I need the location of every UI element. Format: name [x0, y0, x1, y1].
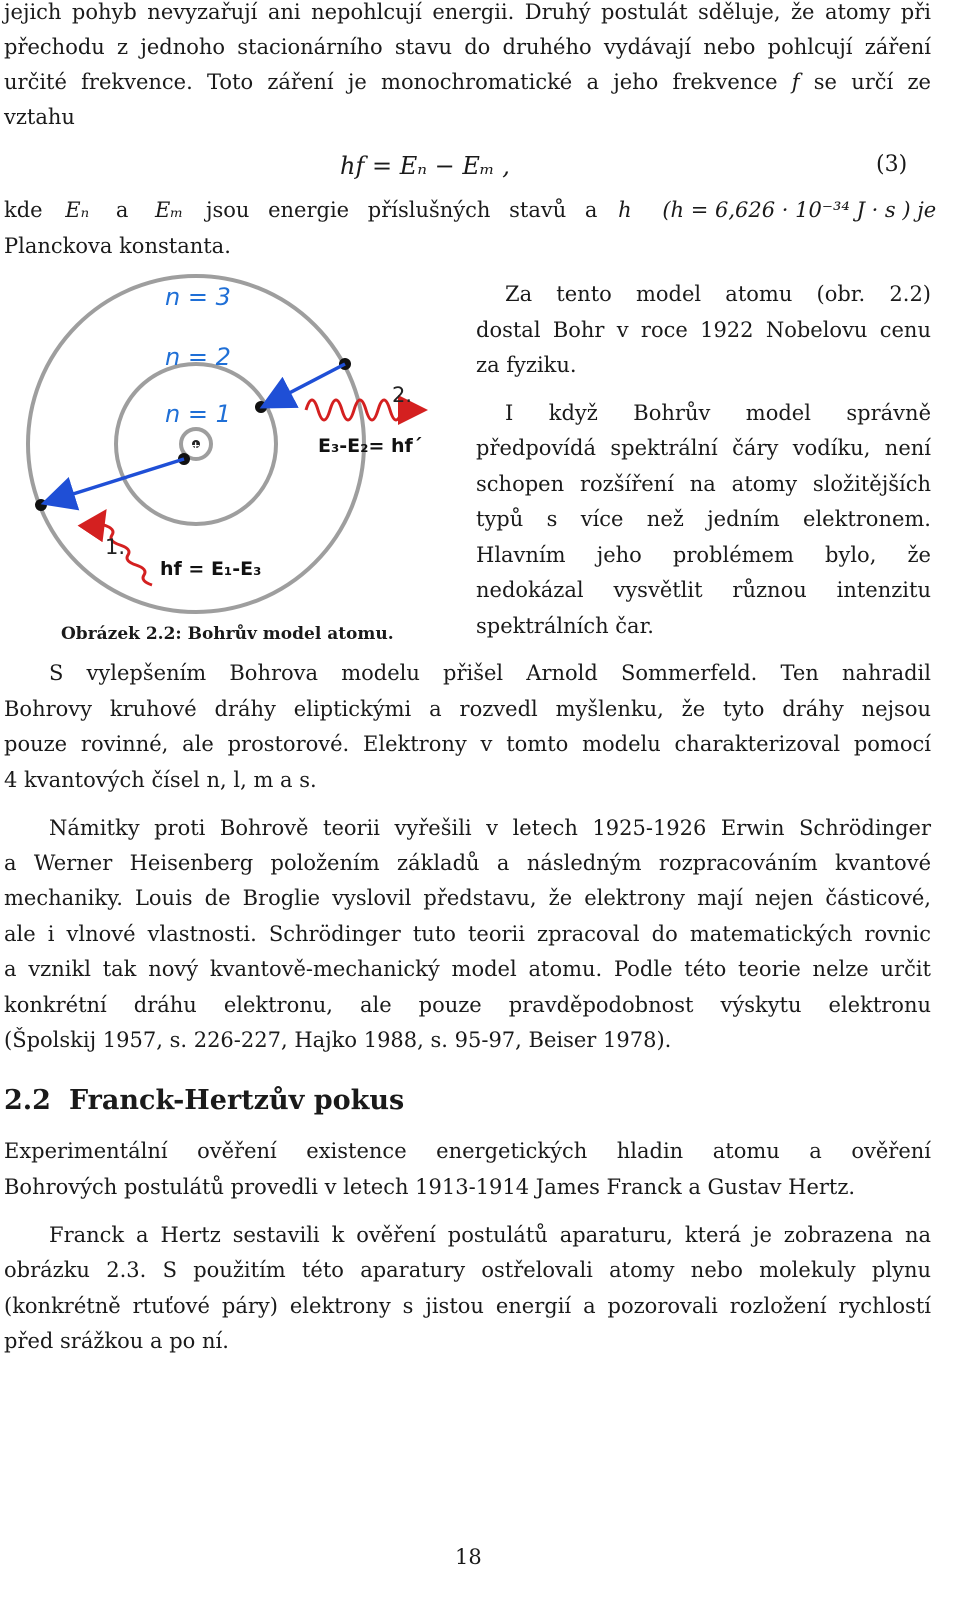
label-n2: n = 2: [165, 343, 231, 371]
text-line: obrázku 2.3. S použitím této aparatury ostřelovali atomy nebo molekuly plynu: [4, 1258, 931, 1282]
page-number: 18: [455, 1545, 482, 1569]
planck-symbol: h: [618, 198, 632, 222]
text-line: za fyziku.: [476, 353, 577, 377]
text-line: ale i vlnové vlastnosti. Schrödinger tuto teorii zpracoval do matematických rovnic: [4, 922, 931, 946]
text-line: Franck a Hertz sestavili k ověření postulátů aparaturu, která je zobrazena na: [49, 1223, 931, 1247]
text-line: spektrálních čar.: [476, 614, 654, 638]
text-line: a vznikl tak nový kvantově-mechanický model atomu. Podle této teorie nelze určit: [4, 957, 931, 981]
text-line: Planckova konstanta.: [4, 234, 231, 258]
text-line: a Werner Heisenberg položením základů a následným rozpracováním kvantové: [4, 851, 931, 875]
emission-equation: E₃-E₂= hf´: [318, 435, 423, 457]
text-line: před srážkou a po ní.: [4, 1329, 229, 1353]
electron-dot: [35, 499, 47, 511]
text-line: I když Bohrův model správně: [505, 401, 931, 425]
text-fragment: určité frekvence. Toto záření je monochromatické a jeho frekvence: [4, 70, 778, 94]
equation-number: (3): [876, 152, 908, 177]
text-line: [4, 72, 931, 93]
text-line: (konkrétně rtuťové páry) elektrony s jistou energií a pozorovali rozložení rychlostí: [4, 1294, 931, 1318]
label-n3: n = 3: [165, 283, 231, 311]
section-number: 2.2: [4, 1085, 51, 1116]
text-fragment: jsou energie příslušných stavů a: [205, 198, 598, 222]
text-line: pouze rovinné, ale prostorové. Elektrony v tomto modelu charakterizoval pomocí: [4, 732, 931, 756]
text-line: typů s více než jedním elektronem.: [476, 507, 931, 531]
text-line: [4, 198, 937, 222]
planck-constant: (h = 6,626 · 10⁻³⁴ J · s ) je: [662, 198, 937, 222]
section-heading: [4, 1085, 404, 1116]
text-line: Bohrových postulátů provedli v letech 1913-1914 James Franck a Gustav Hertz.: [4, 1175, 856, 1199]
text-line: konkrétní dráhu elektronu, ale pouze pravděpodobnost výskytu elektronu: [4, 993, 931, 1017]
label-transition-2: 2.: [392, 383, 413, 407]
text-fragment: se určí ze: [813, 70, 931, 94]
text-line: 4 kvantových čísel n, l, m a s.: [4, 768, 317, 792]
text-line: vztahu: [4, 105, 75, 129]
bohr-equation: hf = Eₙ − Eₘ ,: [340, 152, 510, 180]
text-fragment: a: [115, 198, 129, 222]
text-line: schopen rozšíření na atomy složitějších: [476, 472, 931, 496]
section-title: Franck-Hertzův pokus: [68, 1085, 405, 1116]
text-line: dostal Bohr v roce 1922 Nobelovu cenu: [476, 318, 931, 342]
text-line: Bohrovy kruhové dráhy eliptickými a rozvedl myšlenku, že tyto dráhy nejsou: [4, 697, 931, 721]
text-line: Experimentální ověření existence energetických hladin atomu a ověření: [4, 1139, 931, 1163]
bohr-model-figure: [0, 270, 470, 620]
absorption-equation: hf = E₁-E₃: [160, 558, 262, 580]
figure-caption: Obrázek 2.2: Bohrův model atomu.: [61, 624, 394, 644]
text-fragment: kde: [4, 198, 43, 222]
text-line: Hlavním jeho problémem bylo, že: [476, 543, 931, 567]
label-n1: n = 1: [165, 400, 231, 428]
text-line: mechaniky. Louis de Broglie vyslovil představu, že elektrony mají nejen částicové,: [4, 886, 931, 910]
variable-f: f: [791, 70, 800, 94]
electron-dot: [255, 401, 267, 413]
text-line: jejich pohyb nevyzařují ani nepohlcují energii. Druhý postulát sděluje, že atomy při: [4, 0, 931, 24]
text-line: nedokázal vysvětlit různou intenzitu: [476, 578, 931, 602]
label-transition-1: 1.: [105, 535, 126, 559]
transition-arrow-2: [272, 364, 345, 402]
text-line: předpovídá spektrální čáry vodíku, není: [476, 436, 931, 460]
energy-em: Eₘ: [155, 198, 184, 222]
text-line: Námitky proti Bohrově teorii vyřešili v letech 1925-1926 Erwin Schrödinger: [49, 816, 931, 840]
text-line: Za tento model atomu (obr. 2.2): [505, 282, 931, 306]
nucleus-label: +: [191, 439, 201, 452]
text-line: S vylepšením Bohrova modelu přišel Arnold Sommerfeld. Ten nahradil: [49, 661, 931, 685]
text-line: (Špolskij 1957, s. 226-227, Hajko 1988, s. 95-97, Beiser 1978).: [4, 1028, 672, 1052]
energy-en: Eₙ: [65, 198, 90, 222]
text-line: přechodu z jednoho stacionárního stavu do druhého vydávají nebo pohlcují záření: [4, 35, 931, 59]
